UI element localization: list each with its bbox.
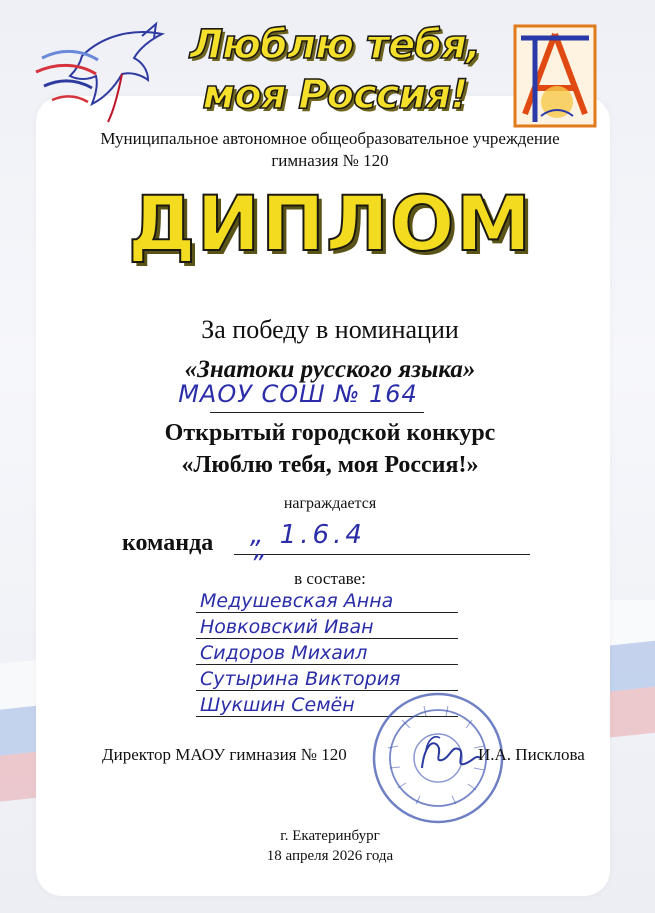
institution-name [40, 128, 620, 172]
team-label: команда [122, 530, 214, 556]
composition-label: в составе: [294, 569, 366, 588]
awarded-label: награждается [283, 495, 377, 512]
team-value-handwritten: „ 1.6.4 ” [250, 520, 366, 580]
institution-line-2: гимназия № 120 [271, 151, 389, 170]
school-handwritten: МАОУ СОШ № 164 [178, 380, 418, 408]
date: 18 апреля 2026 года [266, 848, 394, 864]
member-item: Сутырина Виктория [196, 666, 458, 691]
nomination-name: «Знатоки русского языка» [184, 356, 476, 383]
diploma-title: ДИПЛОМ [127, 179, 533, 268]
banner-line-1: Люблю тебя, [189, 22, 481, 68]
city: г. Екатеринбург [280, 828, 380, 844]
nomination-intro: За победу в номинации [201, 315, 459, 344]
director-name: И.А. Писклова [478, 745, 585, 764]
member-item: Шукшин Семён [196, 692, 458, 717]
contest-line-2: «Люблю тебя, моя Россия!» [181, 452, 479, 478]
member-item: Медушевская Анна [196, 588, 458, 613]
member-item: Сидоров Михаил [196, 640, 458, 665]
banner-line-2: моя Россия! [202, 72, 468, 118]
institution-line-1: Муниципальное автономное общеобразовательное учреждение [100, 129, 560, 148]
gymnasium-emblem-icon [511, 22, 599, 132]
contest-line-1: Открытый городской конкурс [164, 420, 496, 446]
member-item: Новковский Иван [196, 614, 458, 639]
banner-title [150, 20, 520, 120]
director-position: Директор МАОУ гимназия № 120 [102, 745, 347, 764]
